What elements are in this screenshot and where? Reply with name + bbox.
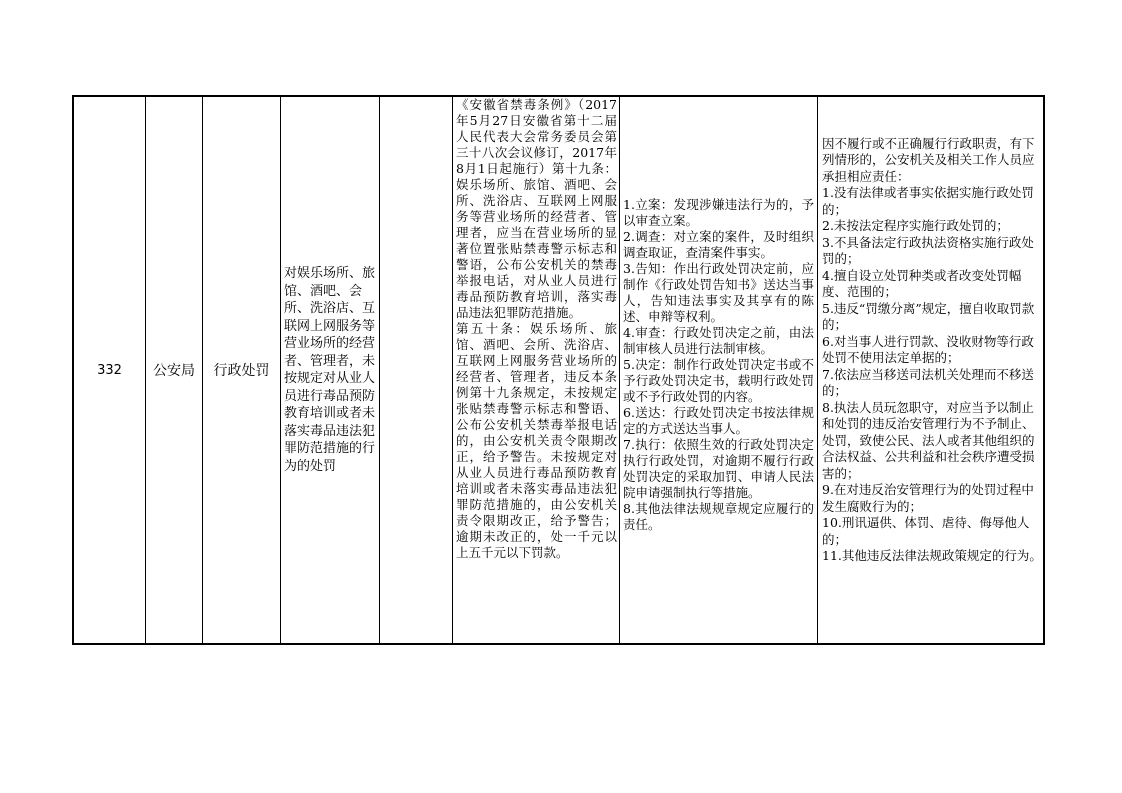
legal-basis-paragraph: 第五十条：娱乐场所、旅馆、酒吧、会所、洗浴店、互联网上网服务营业场所的经营者、管理者，违反本条例第十九条规定，未按规定张贴禁毒警示标志和警语、公布公安机关禁毒举报电话的，由公安机关责令限期改正，给予警告。未按规定对从业人员进行毒品预防教育培训或者未落实毒品违法犯罪防范措施的，由公安机关责令限期改正，给予警告；逾期未改正的，处一千元以上五千元以下罚款。 xyxy=(456,321,617,560)
procedure-cell xyxy=(620,97,817,643)
item-name-cell xyxy=(281,97,379,643)
row-number: 332 xyxy=(97,362,122,378)
row-number-cell xyxy=(74,97,145,643)
procedure-step: 3.告知：作出行政处罚决定前，应制作《行政处罚告知书》送达当事人，告知违法事实及其享有的陈述、申辩等权利。 xyxy=(623,261,814,324)
procedure-step: 7.执行：依照生效的行政处罚决定执行行政处罚，对逾期不履行行政处罚决定的采取加罚、申请人民法院申请强制执行等措施。 xyxy=(623,437,814,500)
procedure-step: 2.调查：对立案的案件，及时组织调查取证，查清案件事实。 xyxy=(623,229,814,260)
responsibility-item: 2.未按法定程序实施行政处罚的； xyxy=(822,218,1009,233)
responsibility-item: 8.执法人员玩忽职守，对应当予以制止和处罚的违反治安管理行为不予制止、处罚，致使公民、法人或者其他组织的合法权益、公共利益和社会秩序遭受损害的； xyxy=(822,399,1035,481)
procedure-step: 4.审查：行政处罚决定之前，由法制审核人员进行法制审核。 xyxy=(623,325,814,356)
legal-basis-text xyxy=(453,97,619,561)
responsibility-item: 4.擅自设立处罚种类或者改变处罚幅度、范围的； xyxy=(822,267,1022,299)
legal-basis-paragraph: 《安徽省禁毒条例》（2017年5月27日安徽省第十二届人民代表大会常务委员会第三十八次会议修订，2017年8月1日起施行）第十九条：娱乐场所、旅馆、酒吧、会所、洗浴店、互联网上网服务等营业场所的经营者、管理者，应当在营业场所的显著位置张贴禁毒警示标志和警语，公布公安机关的禁毒举报电话，对从业人员进行毒品预防教育培训，落实毒品违法犯罪防范措施。 xyxy=(456,97,617,320)
power-list-table xyxy=(72,95,1045,645)
procedure-step: 1.立案：发现涉嫌违法行为的，予以审查立案。 xyxy=(623,197,814,228)
responsibility-item: 3.不具备法定行政执法资格实施行政处罚的； xyxy=(822,234,1034,266)
power-type-cell xyxy=(203,97,280,643)
legal-basis-cell xyxy=(453,97,619,643)
responsibility-text xyxy=(818,136,1047,565)
department-name: 公安局 xyxy=(153,363,195,379)
procedure-step: 5.决定：制作行政处罚决定书或不予行政处罚决定书，载明行政处罚或不予行政处罚的内容。 xyxy=(623,357,814,404)
responsibility-cell xyxy=(818,97,1047,643)
procedure-text xyxy=(620,197,817,533)
procedure-step: 6.送达：行政处罚决定书按法律规定的方式送达当事人。 xyxy=(623,405,814,436)
department-cell xyxy=(146,97,202,643)
power-type: 行政处罚 xyxy=(213,363,270,379)
responsibility-item: 5.违反“罚缴分离”规定，擅自收取罚款的； xyxy=(822,300,1035,332)
responsibility-item: 6.对当事人进行罚款、没收财物等行政处罚不使用法定单据的； xyxy=(822,333,1034,365)
item-name: 对娱乐场所、旅馆、酒吧、会所、洗浴店、互联网上网服务等营业场所的经营者、管理者，未按规定对从业人员进行毒品预防教育培训或者未落实毒品违法犯罪防范措施的行为的处罚 xyxy=(284,266,376,474)
responsibility-item: 因不履行或不正确履行行政职责，有下列情形的，公安机关及相关工作人员应承担相应责任： xyxy=(822,135,1035,184)
empty-cell xyxy=(380,97,452,643)
procedure-step: 8.其他法律法规规章规定应履行的责任。 xyxy=(623,501,814,532)
responsibility-item: 1.没有法律或者事实依据实施行政处罚的； xyxy=(822,185,1034,217)
responsibility-item: 7.依法应当移送司法机关处理而不移送的； xyxy=(822,366,1034,398)
responsibility-item: 9.在对违反治安管理行为的处罚过程中发生腐败行为的； xyxy=(822,482,1034,514)
responsibility-item: 11.其他违反法律法规政策规定的行为。 xyxy=(822,548,1042,563)
responsibility-item: 10.刑讯逼供、体罚、虐待、侮辱他人的； xyxy=(822,515,1030,547)
